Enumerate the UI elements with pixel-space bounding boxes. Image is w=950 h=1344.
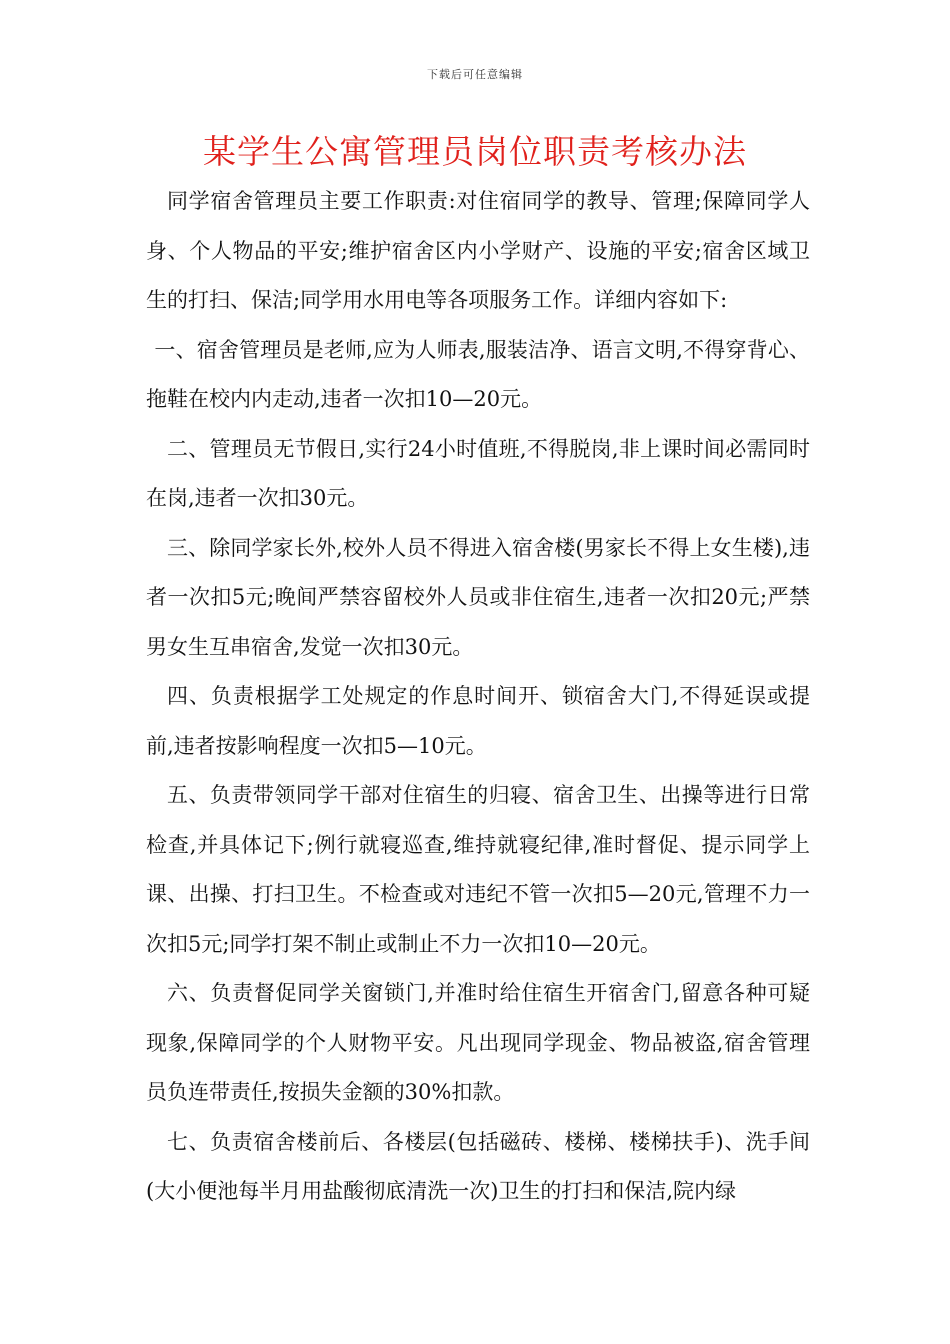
document-title: 某学生公寓管理员岗位职责考核办法 bbox=[203, 132, 747, 171]
paragraph-item-6: 六、负责督促同学关窗锁门,并准时给住宿生开宿舍门,留意各种可疑现象,保障同学的个人财物平安。凡出现同学现金、物品被盗,宿舍管理员负连带责任,按损失金额的30%扣款。 bbox=[146, 981, 810, 1104]
paragraph-intro: 同学宿舍管理员主要工作职责:对住宿同学的教导、管理;保障同学人身、个人物品的平安;维护宿舍区内小学财产、设施的平安;宿舍区域卫生的打扫、保洁;同学用水用电等各项服务工作。详细内容如下: bbox=[146, 189, 810, 312]
paragraph-item-2: 二、管理员无节假日,实行24小时值班,不得脱岗,非上课时间必需同时在岗,违者一次扣30元。 bbox=[146, 436, 810, 510]
document-body bbox=[146, 177, 810, 1217]
paragraph-item-7: 七、负责宿舍楼前后、各楼层(包括磁砖、楼梯、楼梯扶手)、洗手间(大小便池每半月用盐酸彻底清洗一次)卫生的打扫和保洁,院内绿 bbox=[146, 1129, 810, 1203]
paragraph-item-4: 四、负责根据学工处规定的作息时间开、锁宿舍大门,不得延误或提前,违者按影响程度一次扣5—10元。 bbox=[146, 684, 810, 758]
paragraph-item-5: 五、负责带领同学干部对住宿生的归寝、宿舍卫生、出操等进行日常检查,并具体记下;例行就寝巡查,维持就寝纪律,准时督促、提示同学上课、出操、打扫卫生。不检查或对违纪不管一次扣5—20元,管理不力一次扣5元;同学打架不制止或制止不力一次扣10—20元。 bbox=[146, 783, 810, 956]
paragraph-item-1: 一、宿舍管理员是老师,应为人师表,服装洁净、语言文明,不得穿背心、拖鞋在校内内走动,违者一次扣10—20元。 bbox=[146, 337, 810, 411]
paragraph-item-3: 三、除同学家长外,校外人员不得进入宿舍楼(男家长不得上女生楼),违者一次扣5元;晚间严禁容留校外人员或非住宿生,违者一次扣20元;严禁男女生互串宿舍,发觉一次扣30元。 bbox=[146, 535, 810, 659]
header-note: 下载后可任意编辑 bbox=[427, 68, 523, 81]
